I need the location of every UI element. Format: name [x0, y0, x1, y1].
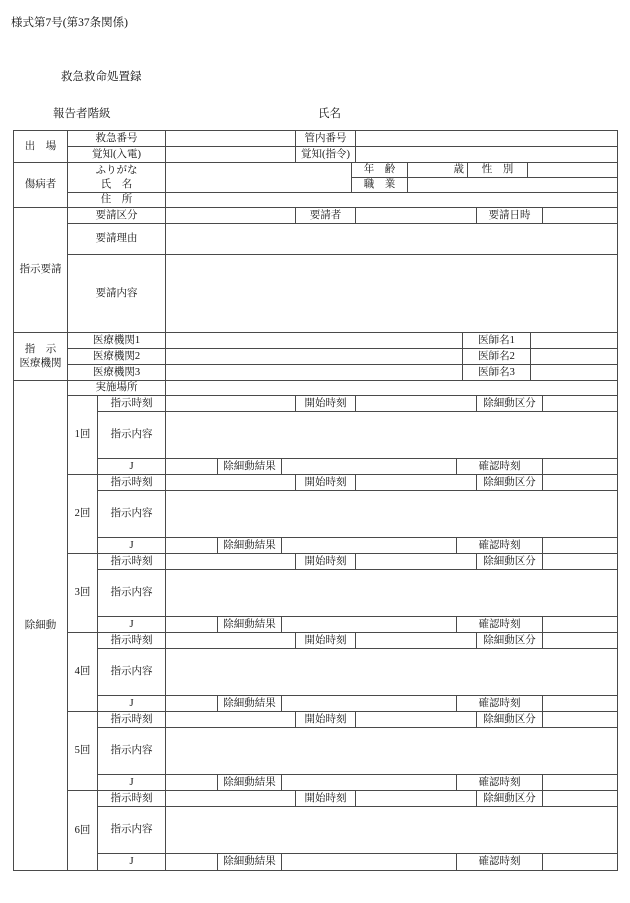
field-round-6-instruction-content: [166, 807, 617, 854]
field-round-2-confirm-time: [543, 538, 617, 554]
field-requester: [356, 208, 477, 224]
request-content-label: 要請内容: [68, 255, 166, 333]
round-1-confirm-time-label: 確認時刻: [457, 459, 543, 475]
round-6-instruction-time-label: 指示時刻: [98, 791, 166, 807]
field-round-3-confirm-time: [543, 617, 617, 633]
field-round-3-start-time: [356, 554, 477, 570]
round-6-defib-category-label: 除細動区分: [477, 791, 543, 807]
field-round-3-defib-category: [543, 554, 617, 570]
field-round-5-instruction-content: [166, 728, 617, 775]
field-round-5-start-time: [356, 712, 477, 728]
field-round-2-start-time: [356, 475, 477, 491]
medical-group-label-line-1: 指 示: [24, 343, 57, 355]
field-round-1-instruction-time: [166, 396, 296, 412]
round-2-joule-label: J: [98, 538, 166, 554]
field-round-1-start-time: [356, 396, 477, 412]
doctor-1-label: 医師名1: [463, 333, 531, 349]
district-number-label: 管内番号: [296, 131, 356, 147]
round-4-start-time-label: 開始時刻: [296, 633, 356, 649]
field-institution-3: [166, 365, 463, 381]
field-round-5-joule: [166, 775, 218, 791]
patient-group-label: 傷病者: [14, 163, 68, 208]
field-round-1-confirm-time: [543, 459, 617, 475]
round-3-defib-category-label: 除細動区分: [477, 554, 543, 570]
field-round-5-defib-category: [543, 712, 617, 728]
field-institution-1: [166, 333, 463, 349]
round-4-instruction-time-label: 指示時刻: [98, 633, 166, 649]
dispatch-group-label: 出 場: [14, 131, 68, 163]
round-5-defib-category-label: 除細動区分: [477, 712, 543, 728]
round-5-label: 5回: [68, 712, 98, 791]
field-round-2-result: [282, 538, 457, 554]
awareness-incoming-label: 覚知(入電): [68, 147, 166, 163]
field-request-content: [166, 255, 617, 333]
round-5-confirm-time-label: 確認時刻: [457, 775, 543, 791]
round-2-instruction-content-label: 指示内容: [98, 491, 166, 538]
page-title: 救急救命処置録: [61, 71, 142, 83]
round-3-result-label: 除細動結果: [218, 617, 282, 633]
doctor-3-label: 医師名3: [463, 365, 531, 381]
round-3-label: 3回: [68, 554, 98, 633]
round-1-label: 1回: [68, 396, 98, 475]
round-5-instruction-content-label: 指示内容: [98, 728, 166, 775]
field-round-4-start-time: [356, 633, 477, 649]
field-doctor-3: [531, 365, 617, 381]
field-round-6-instruction-time: [166, 791, 296, 807]
round-2-result-label: 除細動結果: [218, 538, 282, 554]
patient-name-label: [68, 163, 166, 193]
occupation-label: 職 業: [352, 178, 408, 193]
round-4-joule-label: J: [98, 696, 166, 712]
requester-label: 要請者: [296, 208, 356, 224]
round-6-instruction-content-label: 指示内容: [98, 807, 166, 854]
field-round-1-instruction-content: [166, 412, 617, 459]
round-6-label: 6回: [68, 791, 98, 870]
field-round-5-instruction-time: [166, 712, 296, 728]
field-request-datetime: [543, 208, 617, 224]
field-round-6-confirm-time: [543, 854, 617, 870]
round-1-start-time-label: 開始時刻: [296, 396, 356, 412]
round-4-defib-category-label: 除細動区分: [477, 633, 543, 649]
round-3-confirm-time-label: 確認時刻: [457, 617, 543, 633]
field-round-3-joule: [166, 617, 218, 633]
form-table: [13, 130, 618, 871]
field-round-6-start-time: [356, 791, 477, 807]
field-round-4-result: [282, 696, 457, 712]
round-2-start-time-label: 開始時刻: [296, 475, 356, 491]
round-4-result-label: 除細動結果: [218, 696, 282, 712]
field-sex: [528, 163, 617, 178]
field-round-2-joule: [166, 538, 218, 554]
field-district-number: [356, 131, 617, 147]
field-round-4-instruction-time: [166, 633, 296, 649]
medical-group-label: [14, 333, 68, 381]
round-4-label: 4回: [68, 633, 98, 712]
form-number: 様式第7号(第37条関係): [11, 17, 128, 29]
awareness-dispatch-label: 覚知(指令): [296, 147, 356, 163]
round-1-result-label: 除細動結果: [218, 459, 282, 475]
round-1-instruction-content-label: 指示内容: [98, 412, 166, 459]
institution-2-label: 医療機関2: [68, 349, 166, 365]
round-5-result-label: 除細動結果: [218, 775, 282, 791]
round-3-instruction-time-label: 指示時刻: [98, 554, 166, 570]
patient-name-label-line-1: ふりがな: [95, 164, 138, 176]
round-2-instruction-time-label: 指示時刻: [98, 475, 166, 491]
request-category-label: 要請区分: [68, 208, 166, 224]
field-round-4-instruction-content: [166, 649, 617, 696]
round-2-label: 2回: [68, 475, 98, 554]
location-label: 実施場所: [68, 381, 166, 396]
round-2-confirm-time-label: 確認時刻: [457, 538, 543, 554]
field-round-6-result: [282, 854, 457, 870]
round-6-confirm-time-label: 確認時刻: [457, 854, 543, 870]
reporter-name-label: 氏名: [318, 108, 341, 120]
field-occupation: [408, 178, 617, 193]
request-datetime-label: 要請日時: [477, 208, 543, 224]
field-request-category: [166, 208, 296, 224]
field-request-reason: [166, 224, 617, 255]
field-round-3-instruction-time: [166, 554, 296, 570]
round-6-joule-label: J: [98, 854, 166, 870]
round-5-instruction-time-label: 指示時刻: [98, 712, 166, 728]
field-doctor-1: [531, 333, 617, 349]
round-6-start-time-label: 開始時刻: [296, 791, 356, 807]
field-round-2-instruction-content: [166, 491, 617, 538]
medical-group-label-line-2: 医療機関: [19, 357, 62, 369]
round-4-instruction-content-label: 指示内容: [98, 649, 166, 696]
round-2-defib-category-label: 除細動区分: [477, 475, 543, 491]
field-location: [166, 381, 617, 396]
field-round-4-confirm-time: [543, 696, 617, 712]
round-1-joule-label: J: [98, 459, 166, 475]
field-awareness-incoming: [166, 147, 296, 163]
institution-1-label: 医療機関1: [68, 333, 166, 349]
sex-label: 性 別: [468, 163, 528, 178]
defib-group-label: 除細動: [14, 381, 68, 870]
field-emergency-number: [166, 131, 296, 147]
field-round-1-joule: [166, 459, 218, 475]
field-round-1-result: [282, 459, 457, 475]
age-label: 年 齢: [352, 163, 408, 178]
request-reason-label: 要請理由: [68, 224, 166, 255]
round-5-start-time-label: 開始時刻: [296, 712, 356, 728]
address-label: 住 所: [68, 193, 166, 208]
round-3-instruction-content-label: 指示内容: [98, 570, 166, 617]
field-round-3-result: [282, 617, 457, 633]
patient-name-label-line-2: 氏 名: [100, 178, 133, 190]
field-institution-2: [166, 349, 463, 365]
round-5-joule-label: J: [98, 775, 166, 791]
round-3-joule-label: J: [98, 617, 166, 633]
field-round-4-joule: [166, 696, 218, 712]
emergency-number-label: 救急番号: [68, 131, 166, 147]
field-round-6-joule: [166, 854, 218, 870]
field-round-5-confirm-time: [543, 775, 617, 791]
field-awareness-dispatch: [356, 147, 617, 163]
field-round-2-defib-category: [543, 475, 617, 491]
field-round-2-instruction-time: [166, 475, 296, 491]
field-round-4-defib-category: [543, 633, 617, 649]
field-age: 歳: [408, 163, 468, 178]
round-4-confirm-time-label: 確認時刻: [457, 696, 543, 712]
field-address: [166, 193, 617, 208]
field-round-5-result: [282, 775, 457, 791]
field-round-3-instruction-content: [166, 570, 617, 617]
field-patient-name: [166, 163, 352, 193]
round-1-instruction-time-label: 指示時刻: [98, 396, 166, 412]
round-6-result-label: 除細動結果: [218, 854, 282, 870]
field-doctor-2: [531, 349, 617, 365]
reporter-rank-label: 報告者階級: [53, 108, 111, 120]
round-3-start-time-label: 開始時刻: [296, 554, 356, 570]
doctor-2-label: 医師名2: [463, 349, 531, 365]
round-1-defib-category-label: 除細動区分: [477, 396, 543, 412]
field-round-1-defib-category: [543, 396, 617, 412]
institution-3-label: 医療機関3: [68, 365, 166, 381]
request-group-label: 指示要請: [14, 208, 68, 333]
field-round-6-defib-category: [543, 791, 617, 807]
